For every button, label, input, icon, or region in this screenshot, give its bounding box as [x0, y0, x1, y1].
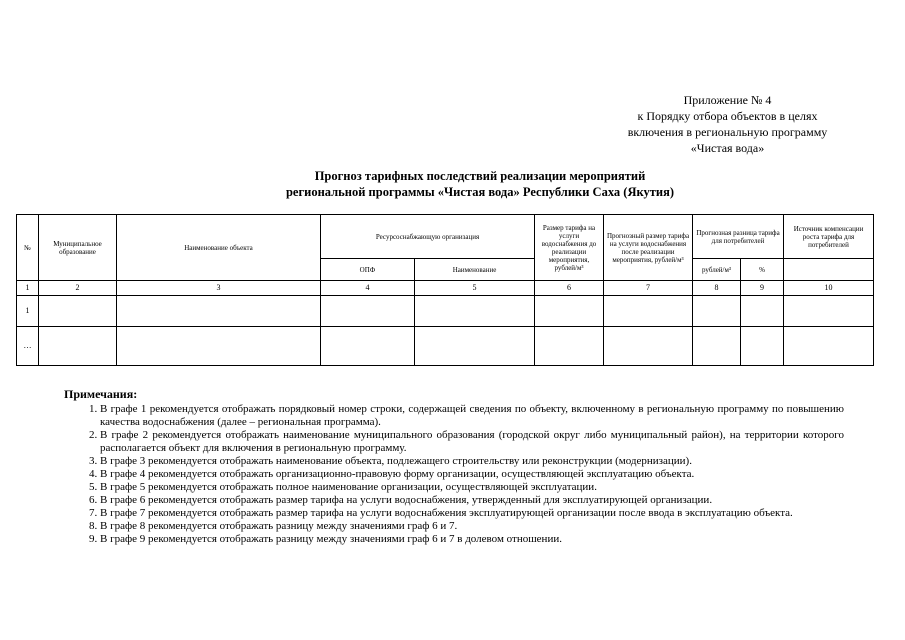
- table-cell: [39, 327, 117, 366]
- note-item: 3. В графе 3 рекомендуется отображать наименование объекта, подлежащего строительству или реконструкции (модернизации).: [100, 455, 844, 468]
- table-cell: [604, 296, 693, 327]
- note-item: 9. В графе 9 рекомендуется отображать разницу между значениями граф 6 и 7 в долевом отношении.: [100, 533, 844, 546]
- annex-reference-cont: включения в региональную программу: [627, 125, 828, 139]
- note-item: 5. В графе 5 рекомендуется отображать полное наименование организации, осуществляющей эксплуатации.: [100, 481, 844, 494]
- annex-program: «Чистая вода»: [690, 141, 765, 155]
- note-item: 2. В графе 2 рекомендуется отображать наименование муниципального образования (городской округ либо муниципальный район), на территории которого располагается объект для включения в региональную программу.: [100, 429, 844, 455]
- notes-section: [64, 388, 844, 546]
- row-number: …: [17, 327, 39, 366]
- note-item: 4. В графе 4 рекомендуется отображать организационно-правовую форму организации, осуществляющей эксплуатацию объекта.: [100, 468, 844, 481]
- header-diff-pct: %: [741, 259, 784, 281]
- table-cell: [321, 296, 415, 327]
- annex-header: [600, 92, 855, 156]
- column-number: 5: [415, 281, 535, 296]
- table-cell: [39, 296, 117, 327]
- table-cell: [535, 327, 604, 366]
- header-opf: ОПФ: [321, 259, 415, 281]
- notes-title: Примечания:: [64, 387, 138, 401]
- note-item: 8. В графе 8 рекомендуется отображать разницу между значениями граф 6 и 7.: [100, 520, 844, 533]
- tariff-forecast-table: [16, 214, 874, 366]
- header-resource-org: Ресурсоснабжающую организация: [321, 215, 535, 259]
- table-cell: [604, 327, 693, 366]
- header-tariff-diff: Прогнозная разница тарифа для потребителей: [693, 215, 784, 259]
- annex-reference: к Порядку отбора объектов в целях: [637, 109, 818, 123]
- table-cell: [415, 296, 535, 327]
- table-cell: [117, 327, 321, 366]
- table-cell: [415, 327, 535, 366]
- note-item: 1. В графе 1 рекомендуется отображать порядковый номер строки, содержащей сведения по объекту, включенному в региональную программу по повышению качества водоснабжения (далее – региональная программа).: [100, 403, 844, 429]
- row-number: 1: [17, 296, 39, 327]
- header-source-empty: [784, 259, 874, 281]
- table-row: [17, 327, 874, 366]
- header-tariff-after: Прогнозный размер тарифа на услуги водоснабжения после реализации мероприятия, рублей/м³: [604, 215, 693, 281]
- table-cell: [321, 327, 415, 366]
- header-num: №: [17, 215, 39, 281]
- column-numbers-row: [17, 281, 874, 296]
- table-row: [17, 296, 874, 327]
- table-cell: [741, 327, 784, 366]
- document-title: [200, 168, 760, 200]
- table-cell: [784, 296, 874, 327]
- header-diff-rub: рублей/м³: [693, 259, 741, 281]
- column-number: 9: [741, 281, 784, 296]
- column-number: 7: [604, 281, 693, 296]
- header-tariff-before: Размер тарифа на услуги водоснабжения до реализации мероприятия, рублей/м³: [535, 215, 604, 281]
- table-cell: [784, 327, 874, 366]
- header-municipality: Муниципальное образование: [39, 215, 117, 281]
- title-line-2: региональной программы «Чистая вода» Республики Саха (Якутия): [285, 185, 675, 199]
- column-number: 8: [693, 281, 741, 296]
- column-number: 4: [321, 281, 415, 296]
- header-row: [17, 215, 874, 259]
- table-cell: [117, 296, 321, 327]
- table-cell: [741, 296, 784, 327]
- annex-number: Приложение № 4: [683, 93, 772, 107]
- header-object-name: Наименование объекта: [117, 215, 321, 281]
- table-cell: [693, 296, 741, 327]
- table-cell: [693, 327, 741, 366]
- title-line-1: Прогноз тарифных последствий реализации мероприятий: [314, 169, 646, 183]
- note-item: 7. В графе 7 рекомендуется отображать размер тарифа на услуги водоснабжения эксплуатирующей организации после ввода в эксплуатацию объекта.: [100, 507, 844, 520]
- table-cell: [535, 296, 604, 327]
- column-number: 1: [17, 281, 39, 296]
- column-number: 2: [39, 281, 117, 296]
- header-org-name: Наименование: [415, 259, 535, 281]
- notes-list: [64, 403, 844, 546]
- column-number: 6: [535, 281, 604, 296]
- column-number: 3: [117, 281, 321, 296]
- column-number: 10: [784, 281, 874, 296]
- header-compensation-source: Источник компенсации роста тарифа для потребителей: [784, 215, 874, 259]
- note-item: 6. В графе 6 рекомендуется отображать размер тарифа на услуги водоснабжения, утвержденный для эксплуатирующей организации.: [100, 494, 844, 507]
